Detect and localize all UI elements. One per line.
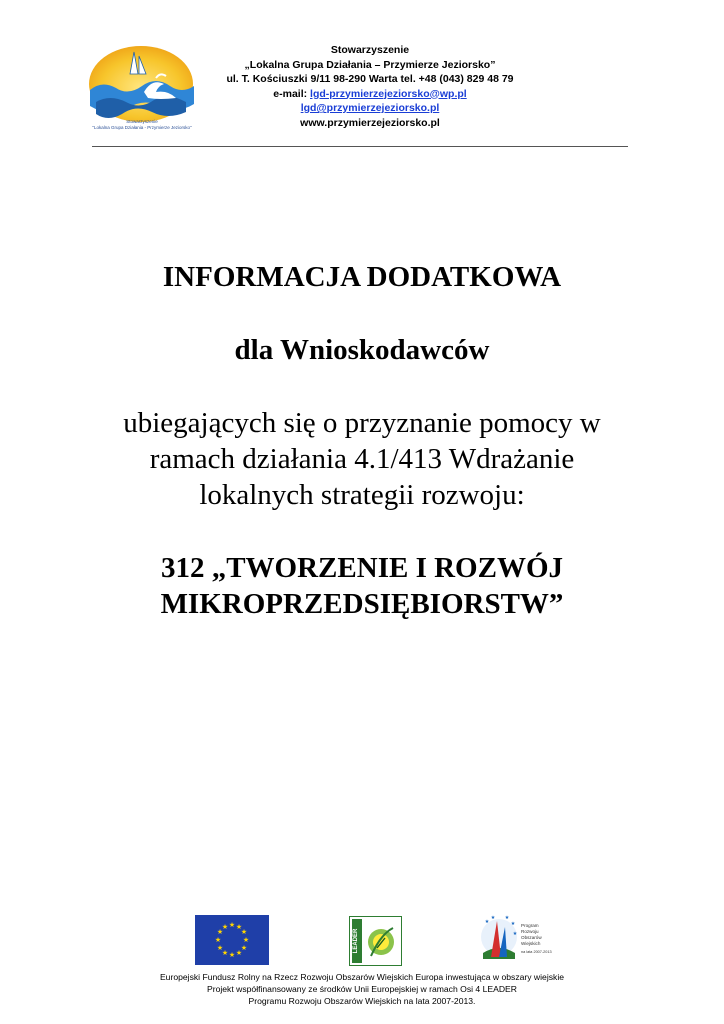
prow-line-4: Wiejskich: [521, 941, 541, 946]
footer-line-3: Programu Rozwoju Obszarów Wiejskich na lata 2007-2013.: [248, 996, 476, 1006]
svg-text:★: ★: [216, 928, 224, 936]
email-link-1[interactable]: lgd-przymierzejeziorsko@wp.pl: [310, 87, 467, 100]
email-label: e-mail:: [273, 87, 308, 100]
svg-text:★: ★: [240, 944, 248, 952]
svg-text:★: ★: [221, 923, 229, 931]
svg-text:★: ★: [484, 919, 490, 925]
svg-text:★: ★: [504, 915, 510, 921]
email-link-2[interactable]: lgd@przymierzejeziorsko.pl: [300, 102, 440, 114]
svg-text:★: ★: [512, 931, 518, 937]
org-address: ul. T. Kościuszki 9/11 98-290 Warta tel. +48 (043) 829 48 79: [226, 73, 514, 85]
description-line-2: ramach działania 4.1/413 Wdrażanie: [149, 443, 575, 475]
eu-stars-icon: [195, 915, 269, 965]
leader-label: LEADER: [353, 928, 359, 954]
svg-text:★: ★: [221, 949, 229, 957]
logo-caption: [84, 119, 200, 130]
footer-line-2: Projekt współfinansowany ze środków Unii Europejskiej w ramach Osi 4 LEADER: [207, 984, 517, 994]
svg-text:★: ★: [228, 921, 236, 929]
header-divider: [92, 146, 628, 147]
leader-logo-graphic: [349, 916, 402, 966]
svg-text:★: ★: [510, 921, 516, 927]
email-line: [200, 87, 540, 102]
measure-line-1: 312 „TWORZENIE I ROZWÓJ: [160, 552, 564, 584]
svg-text:★: ★: [228, 951, 236, 959]
leader-logo: [349, 916, 402, 966]
svg-text:★: ★: [242, 936, 250, 944]
description-line-3: lokalnych strategii rozwoju:: [199, 479, 525, 511]
svg-text:★: ★: [235, 923, 243, 931]
org-label: Stowarzyszenie: [330, 44, 410, 56]
prow-logo-graphic: [477, 913, 559, 969]
prow-line-3: Obszarów: [521, 935, 542, 940]
logo-caption-line2: "Lokalna Grupa Działania - Przymierze Jeziorsko": [92, 124, 192, 130]
measure-title: [60, 550, 664, 622]
measure-line-2: MIKROPRZEDSIĘBIORSTW”: [160, 588, 564, 620]
svg-text:★: ★: [240, 928, 248, 936]
document-subtitle: dla Wnioskodawców: [234, 334, 490, 366]
svg-text:★: ★: [214, 936, 222, 944]
logo-caption-line1: Stowarzyszenie: [126, 119, 158, 124]
prow-logo: [477, 913, 559, 969]
website: www.przymierzejeziorsko.pl: [300, 116, 440, 129]
prow-line-5: na lata 2007-2013: [521, 950, 552, 954]
footer-text: [120, 971, 604, 1007]
document-description: [60, 405, 664, 513]
eu-flag-logo: [195, 915, 269, 965]
document-title: INFORMACJA DODATKOWA: [162, 261, 562, 293]
footer-line-1: Europejski Fundusz Rolny na Rzecz Rozwoju Obszarów Wiejskich Europa inwestująca w obszary wiejskie: [159, 972, 565, 982]
svg-text:★: ★: [490, 915, 496, 921]
email-line-2: [200, 101, 540, 116]
org-name: „Lokalna Grupa Działania – Przymierze Jeziorsko”: [244, 58, 496, 71]
svg-text:★: ★: [216, 944, 224, 952]
description-line-1: ubiegających się o przyznanie pomocy w: [123, 407, 601, 439]
letterhead: [200, 43, 540, 130]
prow-line-1: Program: [521, 923, 539, 928]
svg-text:★: ★: [235, 949, 243, 957]
prow-line-2: Rozwoju: [521, 929, 539, 934]
footer-logos: [0, 913, 724, 969]
